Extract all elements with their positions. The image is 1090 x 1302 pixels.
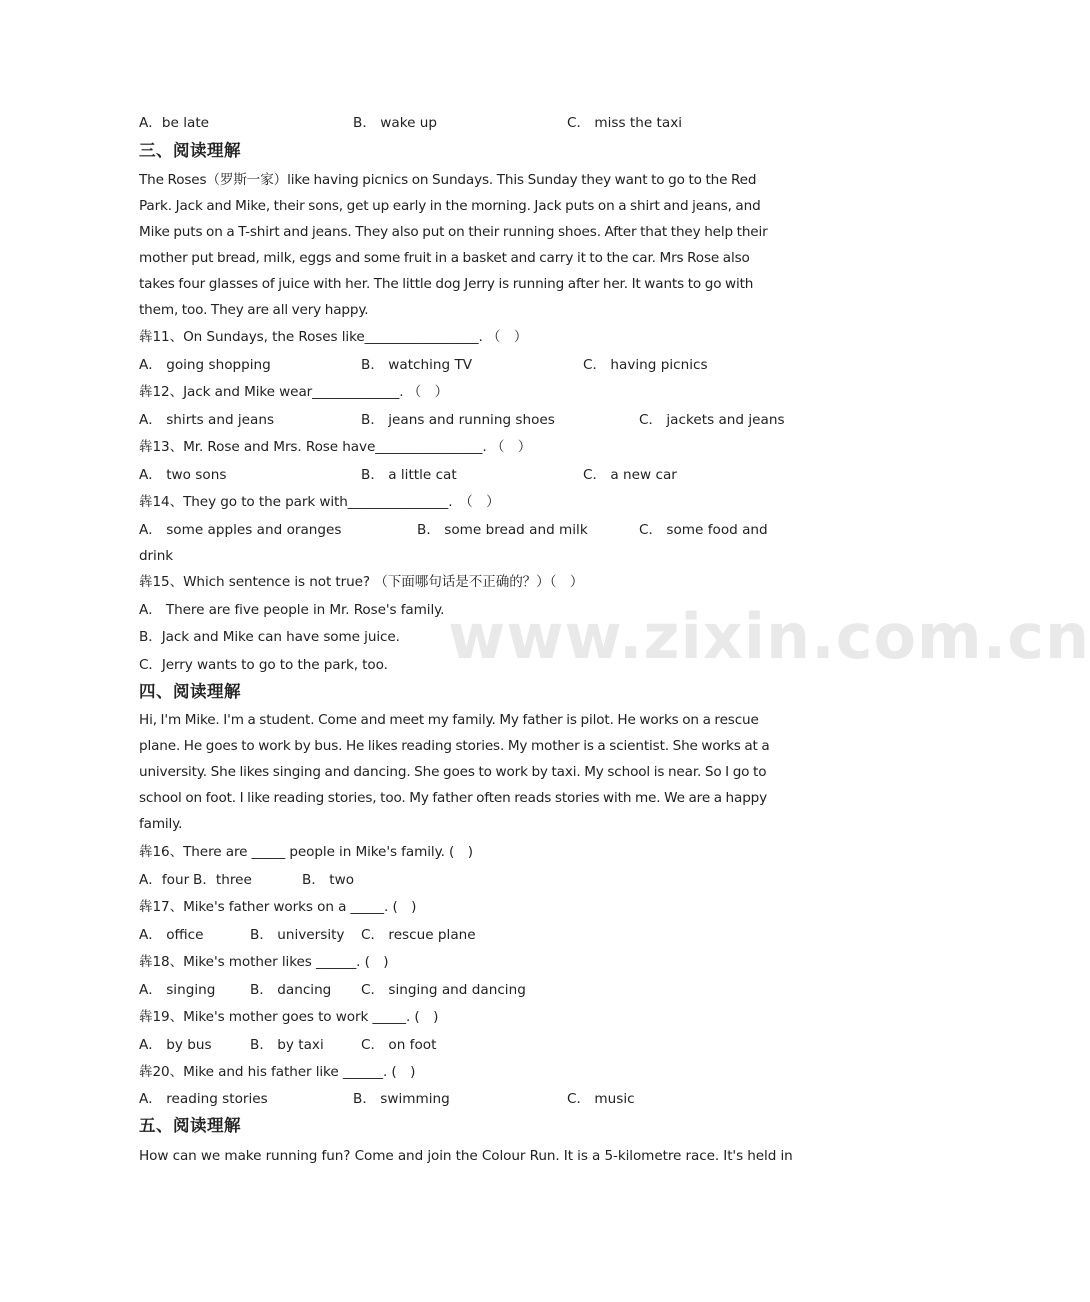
q18-option-c: C． singing and dancing (361, 982, 526, 998)
q15-question: 犇15、Which sentence is not true? （下面哪句话是不正确的？）（ ） (139, 574, 584, 590)
q14-option-b: B． some bread and milk (417, 522, 588, 538)
q12-question: 犇12、Jack and Mike wear_____________. （ ） (139, 384, 449, 400)
q14-question: 犇14、They go to the park with_______________. （ ） (139, 494, 500, 510)
q13-question: 犇13、Mr. Rose and Mrs. Rose have________________. （ ） (139, 439, 532, 455)
q14-option-c-wrap: drink (139, 548, 173, 564)
section5-passage-start: How can we make running fun? Come and join the Colour Run. It is a 5-kilometre race. It's held in (139, 1148, 793, 1164)
section4-heading: 四、阅读理解 (139, 682, 241, 701)
q20-option-a: A． reading stories (139, 1091, 268, 1107)
q11-question: 犇11、On Sundays, the Roses like_________________. （ ） (139, 329, 528, 345)
q17-question: 犇17、Mike's father works on a _____. ( ) (139, 899, 417, 915)
watermark-logo: www.zixin.com.cn (448, 600, 1090, 673)
q19-option-b: B． by taxi (250, 1037, 324, 1053)
q20-question: 犇20、Mike and his father like ______. ( ) (139, 1064, 416, 1080)
q16-option-b: B．three (193, 872, 252, 888)
q10-option-a: A．be late (139, 115, 210, 131)
q15-option-a: A． There are five people in Mr. Rose's family. (139, 602, 445, 618)
q12-option-a: A． shirts and jeans (139, 412, 275, 428)
q16-option-a: A．four (139, 872, 190, 888)
q20-option-b: B． swimming (353, 1091, 450, 1107)
q11-option-c: C． having picnics (583, 357, 708, 373)
q19-option-c: C． on foot (361, 1037, 437, 1053)
q13-option-a: A． two sons (139, 467, 227, 483)
q12-option-b: B． jeans and running shoes (361, 412, 555, 428)
q17-option-c: C． rescue plane (361, 927, 476, 943)
section3-passage: The Roses（罗斯一家）like having picnics on Sundays. This Sunday they want to go to the Red Park. Jack and Mike, their sons, get up early in the morning. Jack puts on a shirt and jeans, and Mike puts on a T-shirt and jeans. They also put on their running shoes. After that they help their mother put bread, milk, eggs and some fruit in a basket and carry it to the car. Mrs Rose also takes four glasses of juice with her. The little dog Jerry is running after her. It wants to go with them, too. They are all very happy. (139, 172, 768, 318)
q15-option-c: C．Jerry wants to go to the park, too. (139, 657, 388, 673)
q19-option-a: A． by bus (139, 1037, 212, 1053)
section3-heading: 三、阅读理解 (139, 141, 241, 160)
q11-option-b: B． watching TV (361, 357, 473, 373)
q16-question: 犇16、There are _____ people in Mike's family. ( ) (139, 844, 473, 860)
q20-option-c: C． music (567, 1091, 635, 1107)
q17-option-b: B． university (250, 927, 345, 943)
q17-option-a: A． office (139, 927, 204, 943)
q15-option-b: B．Jack and Mike can have some juice. (139, 629, 400, 645)
q18-option-a: A． singing (139, 982, 216, 998)
q14-option-a: A． some apples and oranges (139, 522, 342, 538)
q13-option-c: C． a new car (583, 467, 677, 483)
q10-option-b: B． wake up (353, 115, 438, 131)
q12-option-c: C． jackets and jeans (639, 412, 785, 428)
q18-option-b: B． dancing (250, 982, 332, 998)
q16-option-c: B． two (302, 872, 355, 888)
q13-option-b: B． a little cat (361, 467, 457, 483)
q11-option-a: A． going shopping (139, 357, 271, 373)
section5-heading: 五、阅读理解 (139, 1116, 241, 1135)
q14-option-c: C． some food and (639, 522, 768, 538)
q19-question: 犇19、Mike's mother goes to work _____. ( ) (139, 1009, 439, 1025)
section4-passage: Hi, I'm Mike. I'm a student. Come and meet my family. My father is pilot. He works on a rescue plane. He goes to work by bus. He likes reading stories. My mother is a scientist. She works at a university. She likes singing and dancing. She goes to work by taxi. My school is near. So I go to school on foot. I like reading stories, too. My father often reads stories with me. We are a happy family. (139, 712, 770, 832)
q10-option-c: C． miss the taxi (567, 115, 683, 131)
q18-question: 犇18、Mike's mother likes ______. ( ) (139, 954, 389, 970)
